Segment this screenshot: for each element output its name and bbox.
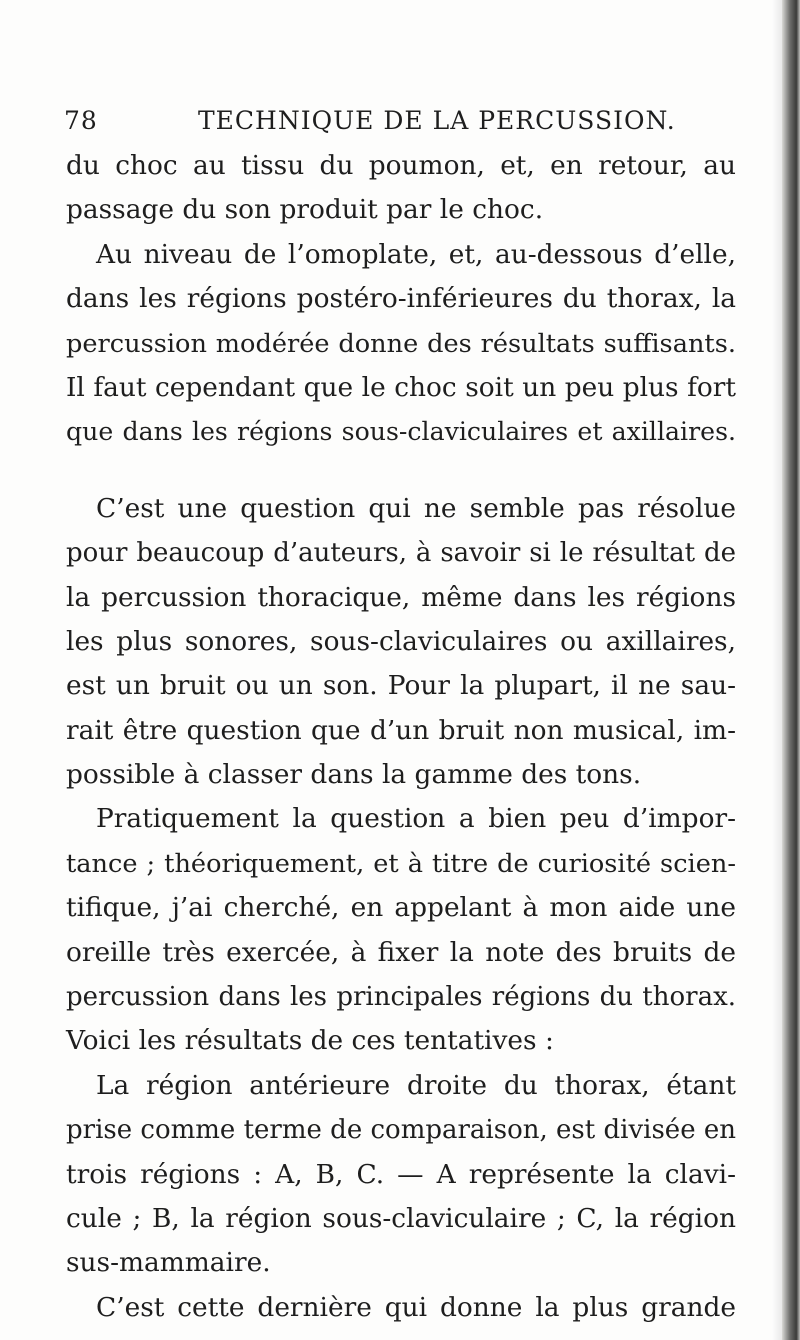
text-line: que dans les régions sous-claviculaires et axillaires.: [66, 417, 736, 447]
page-number: 78: [64, 106, 98, 135]
text-line: Il faut cependant que le choc soit un peu plus fort: [66, 371, 736, 403]
page-header: [64, 106, 764, 146]
text-line: Pratiquement la question a bien peu d’impor-: [96, 803, 736, 835]
text-line: pour beaucoup d’auteurs, à savoir si le résultat de: [66, 538, 736, 569]
text-line: prise comme terme de comparaison, est divisée en: [66, 1115, 736, 1146]
text-line: du choc au tissu du poumon, et, en retour, au: [66, 150, 736, 181]
text-line: C’est une question qui ne semble pas résolue: [96, 492, 736, 524]
text-line: trois régions : A, B, C. — A représente la clavi-: [66, 1158, 736, 1190]
text-line: les plus sonores, sous-claviculaires ou axillaires,: [66, 625, 736, 657]
text-line: rait être question que d’un bruit non musical, im-: [66, 714, 736, 746]
paragraph-1: [66, 144, 736, 233]
text-line: tance ; théoriquement, et à titre de curiosité scien-: [66, 848, 736, 879]
body-text: [66, 144, 736, 1330]
page-fold-shadow: [772, 0, 782, 1340]
running-title: TECHNIQUE DE LA PERCUSSION.: [198, 106, 676, 135]
text-line: sus-mammaire.: [66, 1247, 271, 1279]
text-line: Voici les résultats de ces tentatives :: [66, 1025, 554, 1057]
text-line: La région antérieure droite du thorax, étant: [96, 1069, 736, 1101]
paragraph-5: [66, 1064, 736, 1286]
text-line: possible à classer dans la gamme des tons.: [66, 759, 642, 791]
text-line: la percussion thoracique, même dans les régions: [66, 581, 736, 613]
paragraph-gap: [66, 455, 736, 487]
text-line: tifique, j’ai cherché, en appelant à mon aide une: [66, 892, 736, 924]
text-line: cule ; B, la région sous-claviculaire ; C, la région: [66, 1202, 736, 1234]
page-binding-edge: [782, 0, 800, 1340]
paragraph-4: [66, 797, 736, 1063]
text-line: est un bruit ou un son. Pour la plupart, il ne sau-: [66, 670, 736, 702]
text-line: C’est cette dernière qui donne la plus grande: [96, 1291, 736, 1323]
text-line: dans les régions postéro-inférieures du thorax, la: [66, 283, 736, 315]
paragraph-2: [66, 233, 736, 455]
text-line: percussion modérée donne des résultats suffisants.: [66, 328, 736, 359]
text-line: passage du son produit par le choc.: [66, 194, 544, 226]
paragraph-6: [66, 1286, 736, 1330]
paragraph-3: [66, 487, 736, 798]
text-line: oreille très exercée, à fixer la note des bruits de: [66, 936, 736, 968]
text-line: Au niveau de l’omoplate, et, au-dessous d’elle,: [96, 238, 736, 270]
text-line: percussion dans les principales régions du thorax.: [66, 982, 736, 1013]
